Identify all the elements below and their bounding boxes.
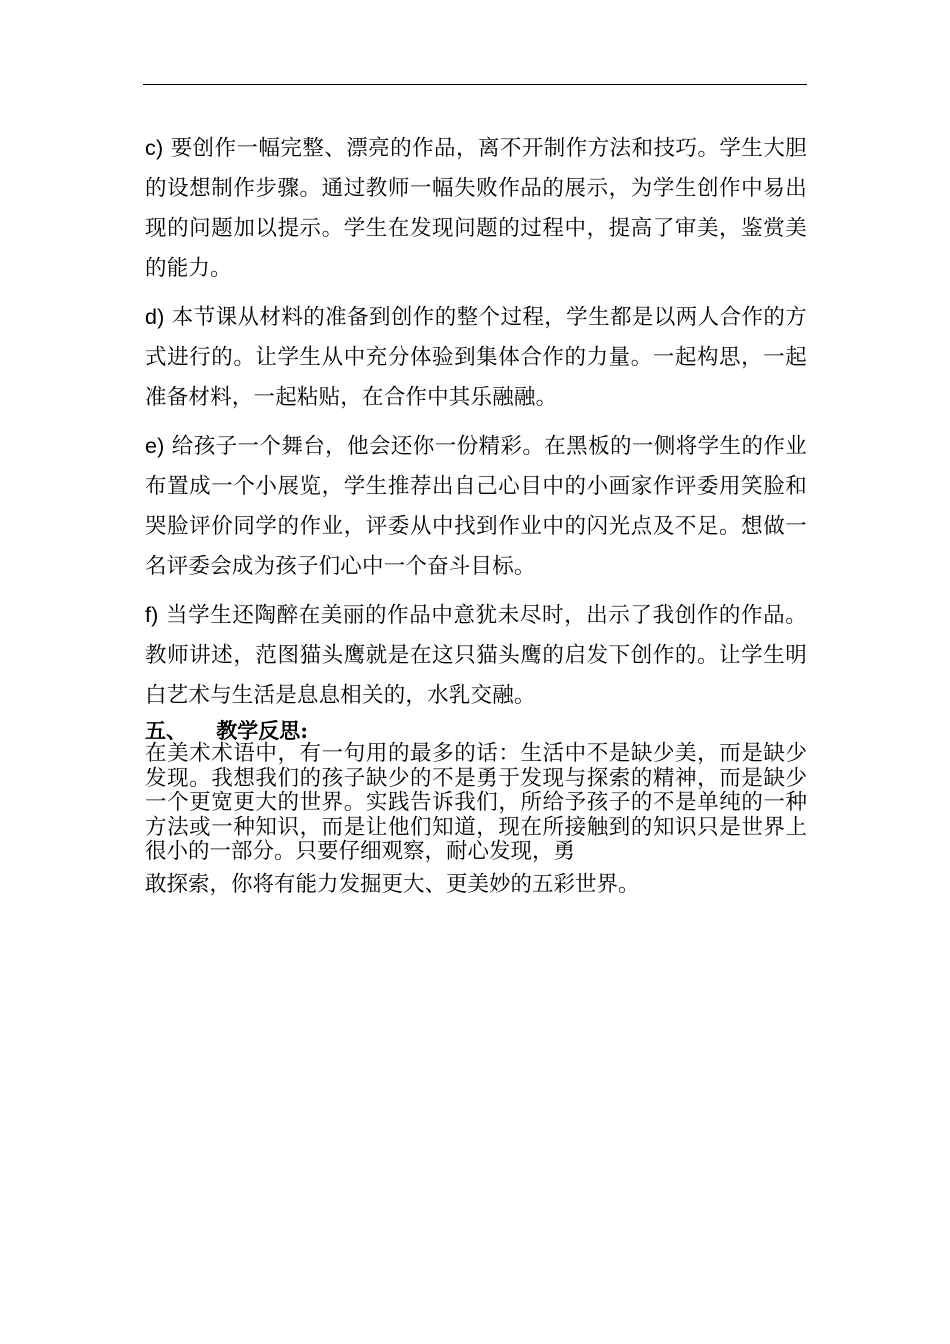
paragraph-c-marker: c) <box>145 136 164 160</box>
paragraph-f-text: 当学生还陶醉在美丽的作品中意犹未尽时，出示了我创作的作品。教师讲述，范图猫头鹰就是在这只猫头鹰的启发下创作的。让学生明白艺术与生活是息息相关的，水乳交融。 <box>145 603 807 708</box>
paragraph-e <box>145 426 807 587</box>
paragraph-d-text: 本节课从材料的准备到创作的整个过程，学生都是以两人合作的方式进行的。让学生从中充分体验到集体合作的力量。一起构思，一起准备材料，一起粘贴，在合作中其乐融融。 <box>145 305 807 410</box>
paragraph-e-text: 给孩子一个舞台，他会还你一份精彩。在黑板的一侧将学生的作业布置成一个小展览，学生推荐出自己心目中的小画家作评委用笑脸和哭脸评价同学的作业，评委从中找到作业中的闪光点及不足。想做一名评委会成为孩子们心中一个奋斗目标。 <box>145 434 807 579</box>
paragraph-c-text: 要创作一幅完整、漂亮的作品，离不开制作方法和技巧。学生大胆的设想制作步骤。通过教师一幅失败作品的展示，为学生创作中易出现的问题加以提示。学生在发现问题的过程中，提高了审美，鉴赏美的能力。 <box>145 136 807 281</box>
paragraph-e-marker: e) <box>145 434 165 458</box>
section-five-heading: 五、 教学反思: <box>145 718 308 743</box>
header-rule <box>143 84 807 85</box>
paragraph-d <box>145 297 807 418</box>
paragraph-f-marker: f) <box>145 603 159 627</box>
document-body <box>145 128 807 905</box>
paragraph-c <box>145 128 807 289</box>
paragraph-d-marker: d) <box>145 305 165 329</box>
section-five-body-end: 敢探索，你将有能力发掘更大、更美妙的五彩世界。 <box>145 871 640 897</box>
paragraph-f <box>145 595 807 716</box>
section-five-body: 在美术术语中，有一句用的最多的话：生活中不是缺少美，而是缺少发现。我想我们的孩子缺少的不是勇于发现与探索的精神，而是缺少一个更宽更大的世界。实践告诉我们，所给予孩子的不是单纯的一种方法或一种知识，而是让他们知道，现在所接触到的知识只是世界上很小的一部分。只要仔细观察，耐心发现，勇 <box>145 741 807 864</box>
